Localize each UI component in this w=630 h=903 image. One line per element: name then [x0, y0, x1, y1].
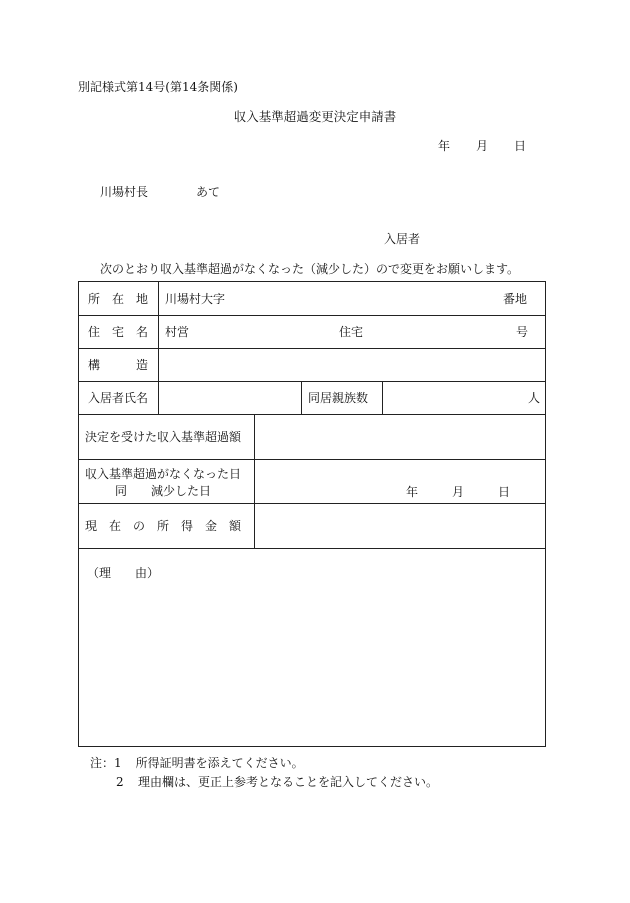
note-prefix: 注：1 [90, 756, 122, 770]
no-longer-exceeding-label: 収入基準超過がなくなった日 [85, 467, 242, 481]
change-date-year-label: 年 [406, 485, 419, 499]
reason-label: （理 由） [87, 566, 160, 580]
addressee-suffix: あて [196, 185, 221, 199]
note-1 [90, 757, 304, 769]
housing-suffix: 号 [516, 325, 529, 339]
housing-label: 住 宅 名 [88, 325, 149, 339]
housing-middle: 住宅 [339, 325, 364, 339]
applicant-label: 入居者 [384, 232, 421, 246]
note-2-number: 2 [116, 775, 124, 789]
document-title: 収入基準超過変更決定申請書 [233, 109, 397, 124]
date-day-label: 日 [514, 139, 527, 153]
form-number: 別記様式第14号(第14条関係) [78, 80, 238, 94]
decided-amount-label: 決定を受けた収入基準超過額 [85, 430, 242, 444]
change-date-day-label: 日 [498, 485, 511, 499]
location-suffix: 番地 [503, 292, 528, 306]
application-form-table [78, 281, 546, 747]
location-prefix: 川場村大字 [165, 292, 226, 306]
note-2-text: 理由欄は、更正上参考となることを記入してください。 [138, 775, 439, 789]
addressee [100, 186, 220, 198]
date-month-label: 月 [476, 139, 489, 153]
cohabitants-label: 同居親族数 [308, 391, 369, 405]
cohabitants-unit: 人 [528, 391, 541, 405]
structure-label: 構 造 [88, 358, 149, 372]
change-date [406, 486, 510, 498]
location-label: 所 在 地 [88, 292, 149, 306]
note-2 [116, 776, 438, 788]
current-income-label: 現 在 の 所 得 金 額 [85, 519, 242, 533]
change-date-month-label: 月 [452, 485, 465, 499]
intro-text: 次のとおり収入基準超過がなくなった（減少した）ので変更をお願いします。 [100, 262, 520, 276]
application-date [438, 140, 526, 152]
date-year-label: 年 [438, 139, 451, 153]
reduced-date-label: 同 減少した日 [115, 484, 212, 498]
resident-name-label: 入居者氏名 [88, 391, 149, 405]
note-1-text: 所得証明書を添えてください。 [135, 756, 304, 770]
addressee-name: 川場村長 [100, 185, 149, 199]
housing-prefix: 村営 [165, 325, 190, 339]
